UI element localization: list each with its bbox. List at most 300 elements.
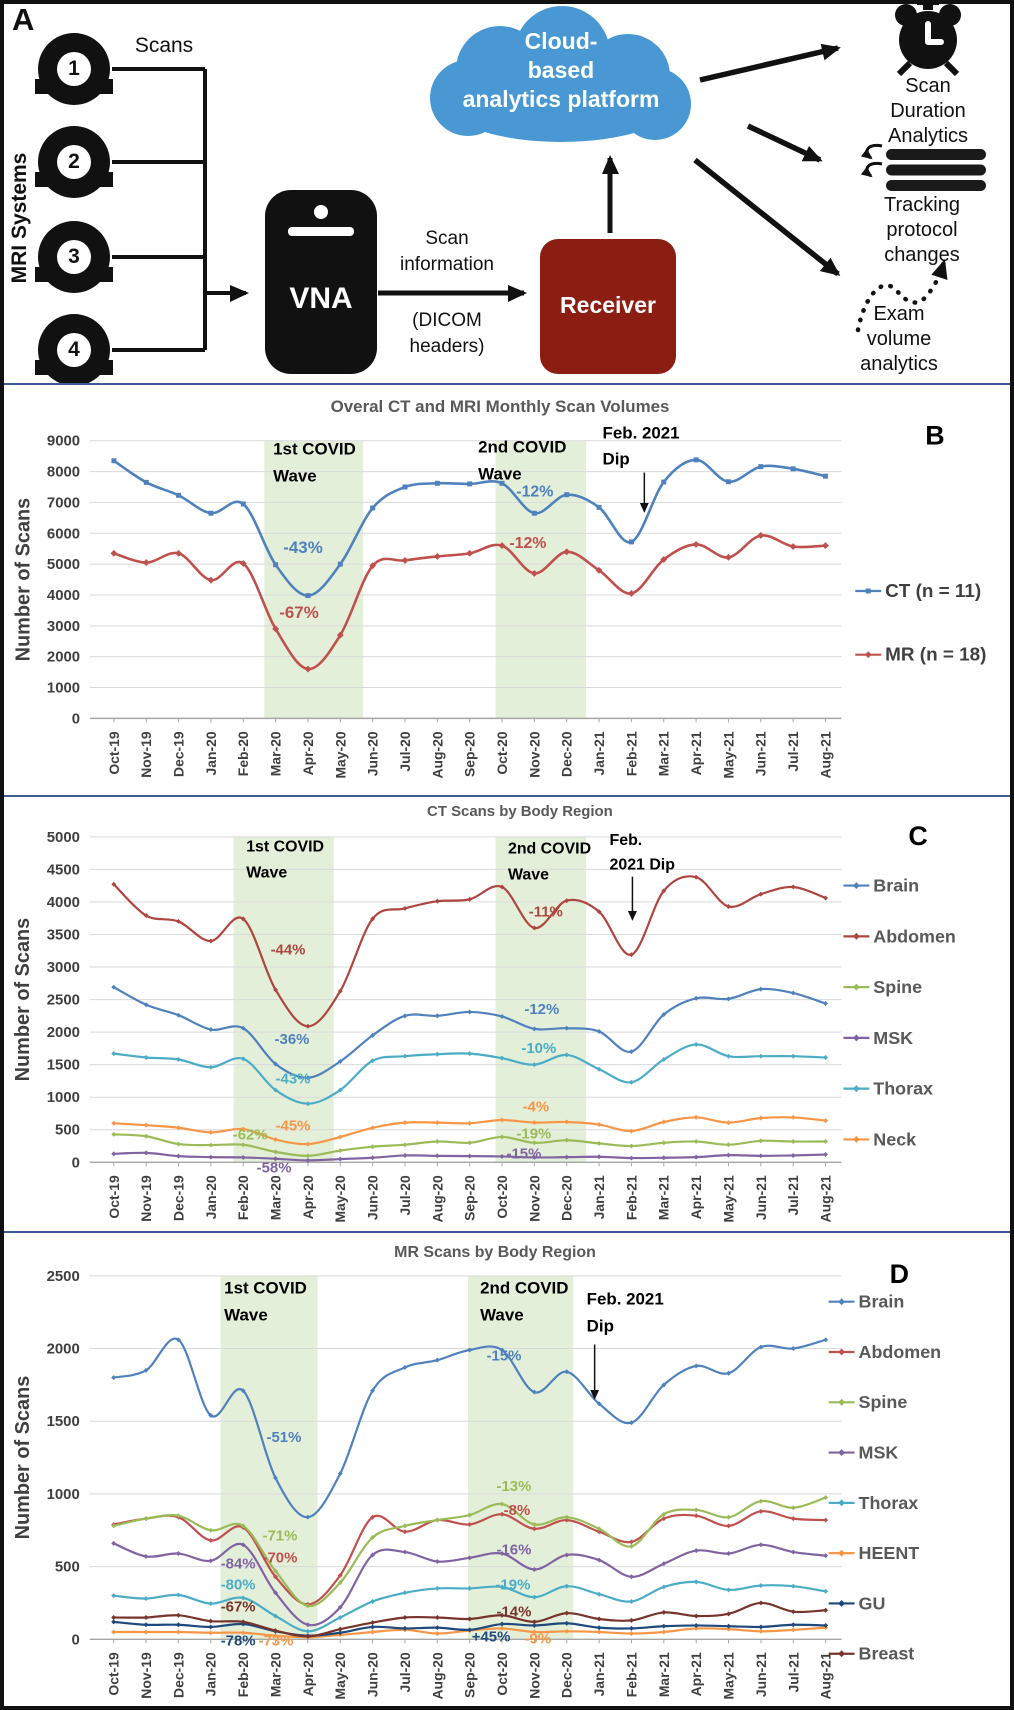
- data-marker: [402, 1142, 407, 1147]
- data-marker: [694, 1623, 699, 1628]
- x-tick-label: Aug-20: [429, 1175, 446, 1223]
- data-marker: [597, 1122, 602, 1127]
- legend-label-Breast: Breast: [858, 1643, 915, 1664]
- data-marker: [758, 1499, 763, 1504]
- panel-architecture-diagram: [0, 0, 1014, 383]
- data-marker: [853, 1085, 860, 1092]
- arrow-cloud-to-tracking: [748, 126, 820, 160]
- x-tick-label: Apr-20: [299, 1175, 316, 1220]
- data-marker: [434, 553, 441, 560]
- data-marker: [466, 550, 473, 557]
- data-marker: [791, 884, 796, 889]
- x-tick-label: Jul-21: [785, 731, 802, 772]
- x-tick-label: Apr-20: [299, 1652, 316, 1697]
- data-marker: [111, 1151, 116, 1156]
- annotation-label: -73%: [258, 1632, 294, 1650]
- data-marker: [791, 1627, 796, 1632]
- x-tick-label: Aug-20: [429, 1652, 446, 1700]
- y-tick-label: 1000: [46, 679, 81, 697]
- data-marker: [791, 1153, 796, 1158]
- data-marker: [823, 1139, 828, 1144]
- dicom-headers-label: [410, 308, 485, 360]
- arrow-cloud-to-duration: [700, 48, 838, 80]
- x-tick-label: Dec-19: [170, 1652, 187, 1698]
- data-marker: [467, 1051, 472, 1056]
- data-marker: [208, 577, 215, 584]
- scan-info-line: information: [400, 254, 494, 275]
- annotation-label: -45%: [275, 1117, 311, 1135]
- data-marker: [726, 996, 731, 1001]
- data-marker: [823, 1118, 828, 1123]
- data-marker: [435, 1518, 440, 1523]
- x-tick-label: Jan-21: [591, 1652, 608, 1697]
- y-tick-label: 1000: [46, 1485, 80, 1503]
- data-marker: [597, 1616, 602, 1621]
- data-marker: [208, 1027, 213, 1032]
- y-tick-label: 500: [55, 1121, 80, 1139]
- annotation-label: -19%: [495, 1576, 531, 1594]
- chart-title: Overal CT and MRI Monthly Scan Volumes: [330, 396, 670, 416]
- y-tick-label: 2000: [46, 1340, 80, 1358]
- annotation-label: -15%: [486, 1347, 522, 1365]
- mri-scanner-icon: [38, 221, 110, 293]
- legend-label-MSK: MSK: [858, 1442, 899, 1463]
- panel-chart-overall-volumes: [0, 383, 1014, 795]
- data-marker: [176, 1154, 181, 1159]
- output-line: analytics: [860, 353, 938, 375]
- y-axis-title: Number of Scans: [12, 917, 35, 1082]
- data-marker: [758, 1600, 763, 1605]
- output-line: Scan Duration: [890, 75, 966, 122]
- scanner-bracket-lines: [112, 69, 205, 350]
- data-marker: [111, 1121, 116, 1126]
- data-marker: [208, 1130, 213, 1135]
- data-marker: [338, 1134, 343, 1139]
- data-marker: [838, 1399, 845, 1406]
- x-tick-label: Apr-20: [299, 731, 316, 776]
- data-marker: [402, 1054, 407, 1059]
- data-marker: [402, 1550, 407, 1555]
- x-tick-label: Sep-20: [461, 1175, 478, 1221]
- mri-scanner-icon: [38, 126, 110, 198]
- data-marker: [726, 1153, 731, 1158]
- data-marker: [370, 1624, 375, 1629]
- data-marker: [176, 1057, 181, 1062]
- data-marker: [435, 899, 440, 904]
- scanner-number: 2: [57, 145, 91, 179]
- x-tick-label: Jan-20: [202, 1175, 219, 1220]
- data-marker: [208, 1065, 213, 1070]
- data-marker: [435, 1631, 440, 1636]
- data-marker: [208, 1538, 213, 1543]
- x-tick-label: Oct-19: [105, 731, 122, 775]
- panel-chart-mr-body-region: [0, 1231, 1014, 1710]
- y-tick-label: 2000: [46, 1024, 80, 1042]
- x-tick-label: Feb-21: [623, 1652, 640, 1698]
- annotation-label: 2nd COVID: [478, 437, 567, 457]
- data-marker: [435, 1013, 440, 1018]
- cloud-line: Cloud-: [524, 28, 598, 54]
- data-marker: [435, 481, 440, 486]
- y-tick-label: 4000: [46, 586, 81, 604]
- data-marker: [144, 1615, 149, 1620]
- data-marker: [111, 1132, 116, 1137]
- x-tick-label: Feb-20: [235, 1652, 252, 1698]
- y-tick-label: 3000: [46, 958, 80, 976]
- y-axis-title: Number of Scans: [12, 497, 35, 662]
- x-tick-label: Jan-20: [202, 731, 219, 776]
- data-marker: [111, 1615, 116, 1620]
- x-tick-label: Feb-20: [235, 1175, 252, 1221]
- x-tick-label: Oct-19: [105, 1175, 122, 1219]
- data-marker: [838, 1349, 845, 1356]
- data-marker: [144, 1150, 149, 1155]
- ct-body-region-chart: [0, 797, 1014, 1231]
- x-tick-label: Oct-20: [493, 1175, 510, 1219]
- annotation-label: -58%: [256, 1159, 292, 1177]
- x-tick-label: May-21: [720, 731, 737, 779]
- data-marker: [694, 457, 699, 462]
- overall-scan-volume-chart: [0, 385, 1014, 795]
- legend-label-MR (n = 18): MR (n = 18): [885, 644, 987, 666]
- y-tick-label: 6000: [46, 525, 81, 543]
- data-marker: [694, 1579, 699, 1584]
- data-marker: [208, 1624, 213, 1629]
- data-marker: [791, 1550, 796, 1555]
- annotation-label: Dip: [602, 449, 630, 469]
- legend-label-Neck: Neck: [873, 1129, 917, 1150]
- legend-label-Brain: Brain: [858, 1291, 905, 1312]
- legend-label-CT (n = 11): CT (n = 11): [885, 580, 982, 602]
- data-marker: [791, 1622, 796, 1627]
- data-marker: [694, 1139, 699, 1144]
- annotation-label: -10%: [521, 1039, 557, 1057]
- legend-label-Abdomen: Abdomen: [873, 926, 956, 947]
- legend-label-GU: GU: [858, 1593, 886, 1614]
- y-tick-label: 2500: [46, 991, 80, 1009]
- x-tick-label: Feb-21: [623, 731, 640, 777]
- data-marker: [111, 458, 116, 463]
- y-tick-label: 0: [71, 1154, 80, 1172]
- mri-scanner-icon: [38, 314, 110, 383]
- mr-body-region-chart: [0, 1233, 1014, 1710]
- data-marker: [435, 1625, 440, 1630]
- data-marker: [402, 1523, 407, 1528]
- x-tick-label: Nov-19: [137, 1652, 154, 1699]
- data-marker: [435, 1586, 440, 1591]
- alarm-clock-icon: [895, 0, 961, 74]
- x-tick-label: Aug-21: [817, 1175, 834, 1223]
- y-tick-label: 8000: [46, 463, 81, 481]
- data-marker: [661, 1624, 666, 1629]
- x-tick-label: Jul-20: [396, 1652, 413, 1693]
- data-marker: [402, 1529, 407, 1534]
- y-tick-label: 4500: [46, 861, 80, 879]
- data-marker: [597, 1592, 602, 1597]
- output-line: Tracking protocol: [884, 194, 960, 241]
- chart-title: MR Scans by Body Region: [394, 1243, 596, 1261]
- data-marker: [758, 1624, 763, 1629]
- data-marker: [838, 1298, 845, 1305]
- data-marker: [305, 593, 310, 598]
- data-marker: [822, 542, 829, 549]
- annotation-label: -4%: [522, 1098, 550, 1116]
- data-marker: [144, 1516, 149, 1521]
- data-marker: [823, 1589, 828, 1594]
- data-marker: [467, 1121, 472, 1126]
- data-marker: [726, 1054, 731, 1059]
- annotation-label: -44%: [270, 941, 306, 959]
- data-marker: [661, 1610, 666, 1615]
- y-tick-label: 1500: [46, 1413, 80, 1431]
- y-axis-title: Number of Scans: [12, 1375, 35, 1540]
- legend-label-Spine: Spine: [873, 977, 923, 998]
- data-marker: [758, 1138, 763, 1143]
- data-marker: [402, 1120, 407, 1125]
- data-marker: [208, 1619, 213, 1624]
- annotation-label: -36%: [274, 1030, 310, 1048]
- x-tick-label: Mar-20: [267, 1175, 284, 1221]
- data-marker: [694, 1614, 699, 1619]
- legend-label-Brain: Brain: [873, 875, 920, 896]
- data-marker: [838, 1550, 845, 1557]
- data-marker: [790, 543, 797, 550]
- mri-systems-label: MRI Systems: [8, 152, 31, 284]
- annotation-label: Wave: [478, 464, 522, 484]
- panel-letter-b: B: [925, 420, 945, 451]
- data-marker: [208, 1143, 213, 1148]
- x-tick-label: Sep-20: [461, 731, 478, 777]
- tracking-protocol-label: [876, 193, 968, 268]
- annotation-label: 2nd COVID: [507, 840, 592, 858]
- data-marker: [853, 1136, 860, 1143]
- data-marker: [111, 1051, 116, 1056]
- x-tick-label: Apr-21: [688, 1652, 705, 1697]
- data-marker: [144, 1630, 149, 1635]
- x-tick-label: Jul-20: [396, 731, 413, 772]
- data-marker: [726, 1624, 731, 1629]
- panel-chart-ct-body-region: [0, 795, 1014, 1231]
- x-tick-label: May-20: [332, 1652, 349, 1700]
- x-tick-label: Jun-20: [364, 731, 381, 777]
- vna-label: VNA: [289, 282, 353, 315]
- x-tick-label: Jul-21: [785, 1175, 802, 1216]
- data-marker: [143, 559, 150, 566]
- data-marker: [402, 1013, 407, 1018]
- data-marker: [176, 1613, 181, 1618]
- annotation-label: -78%: [220, 1632, 256, 1650]
- annotation-label: Wave: [273, 466, 317, 486]
- data-marker: [467, 897, 472, 902]
- data-marker: [791, 1054, 796, 1059]
- data-marker: [694, 1115, 699, 1120]
- x-tick-label: May-21: [720, 1175, 737, 1223]
- data-marker: [629, 1631, 634, 1636]
- annotation-label: -12%: [524, 1001, 560, 1018]
- data-marker: [144, 1055, 149, 1060]
- data-marker: [629, 1626, 634, 1631]
- y-tick-label: 9000: [46, 432, 81, 450]
- x-tick-label: Nov-19: [138, 1175, 155, 1222]
- scan-duration-analytics-label: [885, 74, 971, 149]
- data-marker: [111, 1619, 116, 1624]
- output-line: changes: [884, 244, 960, 266]
- scan-information-label: [400, 226, 494, 278]
- annotation-label: 2021 Dip: [609, 856, 675, 874]
- data-marker: [661, 1140, 666, 1145]
- output-line: Analytics: [887, 125, 969, 147]
- data-marker: [467, 1009, 472, 1014]
- annotation-label: Feb. 2021: [586, 1289, 664, 1309]
- data-marker: [338, 562, 343, 567]
- x-tick-label: Mar-21: [655, 731, 672, 777]
- dicom-line: (DICOM: [412, 310, 482, 331]
- legend-label-Thorax: Thorax: [873, 1078, 934, 1099]
- data-marker: [402, 1153, 407, 1158]
- annotation-label: 1st COVID: [224, 1278, 307, 1298]
- data-marker: [176, 1630, 181, 1635]
- y-tick-label: 500: [54, 1558, 80, 1576]
- x-tick-label: Aug-20: [429, 731, 446, 779]
- data-marker: [726, 1551, 731, 1556]
- data-marker: [838, 1449, 845, 1456]
- output-line: Exam volume: [866, 303, 932, 350]
- x-tick-label: Mar-21: [655, 1175, 672, 1221]
- x-tick-label: Dec-19: [170, 731, 187, 777]
- data-marker: [758, 1583, 763, 1588]
- data-marker: [726, 1515, 731, 1520]
- x-tick-label: Aug-21: [817, 1652, 834, 1700]
- data-marker: [144, 1123, 149, 1128]
- data-marker: [629, 1618, 634, 1623]
- annotation-label: 2nd COVID: [480, 1278, 569, 1298]
- data-marker: [629, 539, 634, 544]
- cloud-platform-label: [463, 27, 660, 114]
- data-marker: [791, 1346, 796, 1351]
- dicom-line: headers): [409, 336, 485, 357]
- x-tick-label: Jul-20: [396, 1175, 413, 1216]
- x-tick-label: Mar-20: [267, 1652, 284, 1698]
- data-marker: [467, 1154, 472, 1159]
- x-tick-label: Jun-21: [752, 731, 769, 777]
- data-marker: [628, 590, 635, 597]
- y-tick-label: 0: [71, 1631, 80, 1649]
- data-marker: [791, 1139, 796, 1144]
- x-tick-label: Feb-21: [623, 1175, 640, 1221]
- data-marker: [402, 1615, 407, 1620]
- data-marker: [597, 1141, 602, 1146]
- annotation-label: Wave: [224, 1305, 268, 1325]
- data-marker: [791, 1505, 796, 1510]
- annotation-label: Wave: [507, 866, 549, 884]
- annotation-label: -67%: [220, 1598, 256, 1616]
- data-marker: [791, 1516, 796, 1521]
- x-tick-label: Apr-21: [688, 731, 705, 776]
- data-marker: [726, 1142, 731, 1147]
- data-marker: [273, 562, 278, 567]
- data-marker: [853, 933, 860, 940]
- x-tick-label: Jan-21: [591, 731, 608, 776]
- data-marker: [823, 1337, 828, 1342]
- data-marker: [435, 1139, 440, 1144]
- x-tick-label: Dec-20: [558, 1175, 575, 1221]
- data-marker: [629, 1539, 634, 1544]
- data-marker: [694, 1548, 699, 1553]
- data-marker: [758, 1116, 763, 1121]
- protocol-list-icon: [867, 145, 986, 191]
- data-marker: [758, 1054, 763, 1059]
- annotation-label: -43%: [283, 538, 323, 558]
- x-tick-label: Mar-21: [655, 1652, 672, 1698]
- annotation-label: -19%: [516, 1125, 552, 1143]
- data-marker: [791, 1609, 796, 1614]
- data-marker: [823, 1608, 828, 1613]
- data-marker: [402, 557, 409, 564]
- annotation-label: -70%: [262, 1549, 298, 1567]
- y-tick-label: 5000: [46, 556, 81, 574]
- data-marker: [435, 1559, 440, 1564]
- data-marker: [726, 1120, 731, 1125]
- data-marker: [532, 511, 537, 516]
- data-marker: [791, 1115, 796, 1120]
- data-marker: [110, 550, 117, 557]
- data-marker: [597, 1630, 602, 1635]
- data-marker: [208, 1558, 213, 1563]
- data-marker: [208, 1601, 213, 1606]
- data-marker: [823, 1152, 828, 1157]
- annotation-label: -11%: [528, 903, 563, 921]
- x-tick-label: Jun-20: [364, 1652, 381, 1698]
- x-tick-label: Mar-20: [267, 731, 284, 777]
- annotation-label: -51%: [266, 1429, 302, 1447]
- panel-letter-c: C: [908, 820, 928, 851]
- data-marker: [726, 1587, 731, 1592]
- data-marker: [865, 651, 872, 658]
- data-marker: [838, 1600, 845, 1607]
- scanner-number: 1: [57, 52, 91, 86]
- annotation-label: -84%: [220, 1555, 256, 1573]
- legend-label-MSK: MSK: [873, 1027, 914, 1048]
- data-marker: [111, 1375, 116, 1380]
- data-marker: [597, 1625, 602, 1630]
- annotation-label: Wave: [480, 1305, 524, 1325]
- data-marker: [629, 1144, 634, 1149]
- data-marker: [597, 1154, 602, 1159]
- y-tick-label: 3500: [46, 926, 80, 944]
- data-marker: [661, 1630, 666, 1635]
- annotation-label: -12%: [509, 535, 547, 553]
- data-marker: [694, 1042, 699, 1047]
- data-marker: [435, 1120, 440, 1125]
- x-tick-label: Feb-20: [235, 731, 252, 777]
- x-tick-label: May-20: [332, 1175, 349, 1223]
- data-marker: [370, 1144, 375, 1149]
- data-marker: [758, 1542, 763, 1547]
- annotation-label: Feb. 2021: [602, 423, 680, 443]
- cloud-line: based: [527, 57, 595, 83]
- y-tick-label: 0: [71, 710, 81, 728]
- data-marker: [838, 1499, 845, 1506]
- legend-label-Abdomen: Abdomen: [858, 1341, 942, 1362]
- data-marker: [370, 1630, 375, 1635]
- x-tick-label: May-21: [720, 1652, 737, 1700]
- x-tick-label: May-20: [332, 731, 349, 779]
- annotation-label: -15%: [506, 1145, 542, 1163]
- legend-label-HEENT: HEENT: [858, 1543, 920, 1564]
- x-tick-label: Jan-20: [202, 1652, 219, 1697]
- x-tick-label: Apr-21: [688, 1175, 705, 1220]
- y-tick-label: 1000: [46, 1089, 80, 1107]
